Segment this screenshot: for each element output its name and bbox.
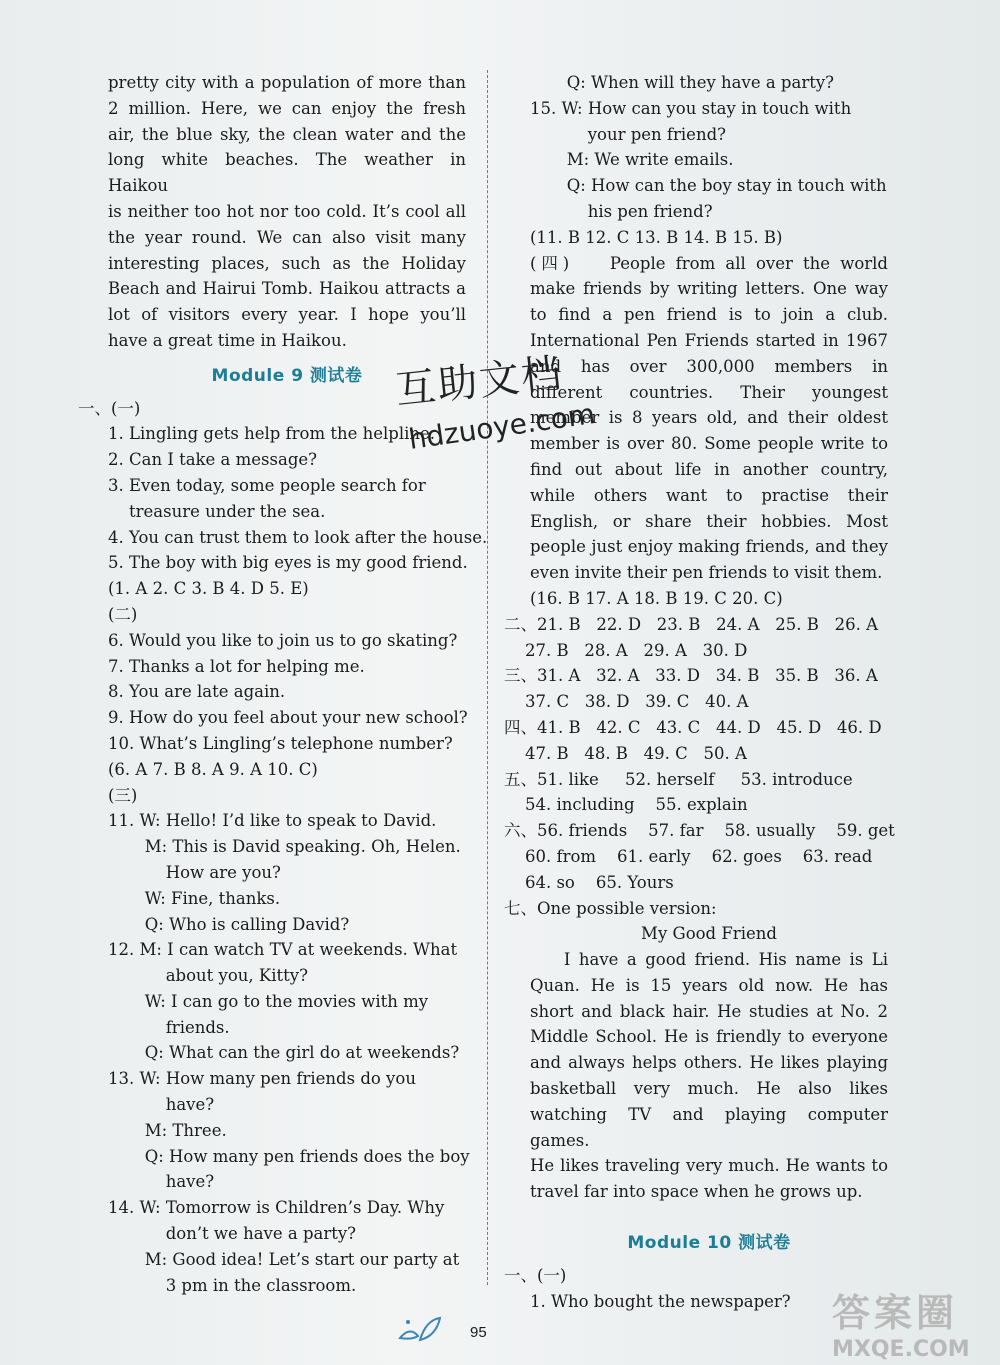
- passage-line: to find a pen friend is to join a club.: [530, 305, 888, 325]
- essay-line: travel far into space when he grows up.: [530, 1182, 863, 1202]
- dialogue-line: have?: [108, 1172, 215, 1192]
- listening-item: 10. What’s Lingling’s telephone number?: [108, 733, 453, 753]
- dialogue-line: Q: How many pen friends does the boy: [108, 1146, 470, 1166]
- essay-line: He likes traveling very much. He wants to: [530, 1156, 888, 1176]
- answers-11-15: (11. B 12. C 13. B 14. B 15. B): [530, 227, 783, 247]
- answer-line: 37. C 38. D 39. C 40. A: [504, 692, 749, 712]
- passage-line: lot of visitors every year. I hope you’ll: [108, 305, 466, 325]
- section-1-label-m10: 一、(一): [504, 1265, 567, 1285]
- passage-line: interesting places, such as the Holiday: [108, 253, 466, 273]
- corner-watermark-url: MXQE.COM: [832, 1337, 970, 1362]
- listening-item: 1. Lingling gets help from the helpline.: [108, 424, 436, 444]
- question-1-m10: 1. Who bought the newspaper?: [530, 1291, 791, 1311]
- essay-line: Middle School. He is friendly to everyone: [530, 1027, 888, 1047]
- essay-line: basketball very much. He also likes: [530, 1079, 888, 1099]
- dialogue-line: 13. W: How many pen friends do you: [108, 1069, 416, 1089]
- page-number: 95: [470, 1324, 487, 1341]
- answer-line: 三、31. A 32. A 33. D 34. B 35. B 36. A: [504, 666, 878, 686]
- passage-line: make friends by writing letters. One way: [530, 279, 888, 299]
- column-divider: [487, 70, 488, 1285]
- passage-continued: [108, 70, 472, 354]
- answer-line: 60. from 61. early 62. goes 63. read: [504, 846, 873, 866]
- right-column: [504, 70, 895, 1314]
- section-3-label: (三): [108, 785, 138, 805]
- essay-line: watching TV and playing computer games.: [530, 1104, 894, 1150]
- answer-line: 七、One possible version:: [504, 898, 717, 918]
- answer-line: 五、51. like 52. herself 53. introduce: [504, 769, 853, 789]
- essay-line: I have a good friend. His name is Li: [530, 950, 888, 970]
- dialogue-line: W: I can go to the movies with my: [108, 991, 429, 1011]
- module-10-heading: Module 10 测试卷: [627, 1233, 791, 1254]
- dialogue-line: 3 pm in the classroom.: [108, 1275, 357, 1295]
- listening-item: 9. How do you feel about your new school?: [108, 708, 468, 728]
- essay-line: short and black hair. He studies at No. 2: [530, 1001, 888, 1021]
- passage-line: Beach and Hairui Tomb. Haikou attracts a: [108, 279, 466, 299]
- listening-item: treasure under the sea.: [108, 501, 326, 521]
- answer-key: [504, 612, 895, 922]
- answers-1-5: (1. A 2. C 3. B 4. D 5. E): [108, 579, 309, 599]
- passage-line: even invite their pen friends to visit them.: [530, 563, 883, 583]
- dialogue-line: M: Three.: [108, 1120, 227, 1140]
- dialogue-line: your pen friend?: [530, 124, 726, 144]
- dialogue-line: have?: [108, 1095, 215, 1115]
- dialogue-line: Q: What can the girl do at weekends?: [108, 1043, 460, 1063]
- corner-watermark: [832, 1282, 970, 1362]
- leaf-decoration-icon: [396, 1314, 444, 1344]
- essay-line: Quan. He is 15 years old now. He has: [530, 975, 888, 995]
- dialogue-line: his pen friend?: [530, 201, 713, 221]
- passage-line: find out about life in another country,: [530, 459, 888, 479]
- section-1-label: 一、(一): [78, 398, 141, 418]
- passage-line: while others want to practise their: [530, 485, 888, 505]
- dialogue-line: friends.: [108, 1017, 230, 1037]
- passage-line: long white beaches. The weather in Haikou: [108, 150, 472, 196]
- dialogue-line: 14. W: Tomorrow is Children’s Day. Why: [108, 1198, 445, 1218]
- answer-line: 六、56. friends 57. far 58. usually 59. get: [504, 821, 895, 841]
- essay-line: and always helps others. He likes playing: [530, 1053, 888, 1073]
- passage-line: International Pen Friends started in 1967: [530, 330, 888, 350]
- module-9-heading: Module 9 测试卷: [211, 365, 363, 386]
- dialogue-line: Q: How can the boy stay in touch with: [530, 176, 887, 196]
- listening-item: 7. Thanks a lot for helping me.: [108, 656, 365, 676]
- passage-line: and has over 300,000 members in: [530, 356, 888, 376]
- dialogue-line: M: Good idea! Let’s start our party at: [108, 1249, 460, 1269]
- dialogue-continued: [530, 70, 888, 225]
- listening-part-3: [108, 808, 470, 1298]
- dialogue-line: M: We write emails.: [530, 150, 734, 170]
- passage-line: (四) People from all over the world: [530, 253, 888, 273]
- passage-line: people just enjoy making friends, and they: [530, 537, 888, 557]
- passage-line: air, the blue sky, the clean water and the: [108, 124, 466, 144]
- passage-line: different countries. Their youngest: [530, 382, 888, 402]
- answer-line: 27. B 28. A 29. A 30. D: [504, 640, 748, 660]
- passage-line: is neither too hot nor too cold. It’s cool all: [108, 201, 466, 221]
- passage-line: pretty city with a population of more than: [108, 73, 466, 92]
- passage-line: have a great time in Haikou.: [108, 330, 347, 350]
- model-essay: [530, 947, 894, 1205]
- dialogue-line: 12. M: I can watch TV at weekends. What: [108, 940, 458, 960]
- essay-title: My Good Friend: [641, 924, 777, 944]
- dialogue-line: don’t we have a party?: [108, 1224, 357, 1244]
- passage-line: member is 8 years old, and their oldest: [530, 408, 888, 428]
- dialogue-line: M: This is David speaking. Oh, Helen.: [108, 837, 461, 857]
- answers-6-10: (6. A 7. B 8. A 9. A 10. C): [108, 759, 318, 779]
- answers-16-20: (16. B 17. A 18. B 19. C 20. C): [530, 588, 783, 608]
- answer-line: 四、41. B 42. C 43. C 44. D 45. D 46. D: [504, 717, 882, 737]
- answer-line: 二、21. B 22. D 23. B 24. A 25. B 26. A: [504, 614, 879, 634]
- dialogue-line: W: Fine, thanks.: [108, 888, 281, 908]
- listening-item: 2. Can I take a message?: [108, 450, 317, 470]
- watermark-cn: 互助文档: [393, 350, 566, 414]
- answer-line: 64. so 65. Yours: [504, 872, 674, 892]
- dialogue-line: Q: Who is calling David?: [108, 914, 350, 934]
- listening-item: 4. You can trust them to look after the house.: [108, 527, 488, 547]
- dialogue-line: Q: When will they have a party?: [530, 73, 835, 92]
- passage-line: 2 million. Here, we can enjoy the fresh: [108, 98, 466, 118]
- passage-line: English, or share their hobbies. Most: [530, 511, 888, 531]
- section-2-label: (二): [108, 604, 138, 624]
- watermark-url: hdzuoye.com: [406, 397, 597, 456]
- passage-line: member is over 80. Some people write to: [530, 434, 888, 454]
- dialogue-line: 15. W: How can you stay in touch with: [530, 98, 852, 118]
- corner-watermark-cn: 答案圈: [832, 1291, 959, 1335]
- dialogue-line: 11. W: Hello! I’d like to speak to David.: [108, 811, 437, 831]
- passage-line: the year round. We can also visit many: [108, 227, 466, 247]
- answer-line: 47. B 48. B 49. C 50. A: [504, 743, 747, 763]
- listening-item: 8. You are late again.: [108, 682, 286, 702]
- listening-item: 3. Even today, some people search for: [108, 475, 426, 495]
- dialogue-line: about you, Kitty?: [108, 966, 308, 986]
- listening-item: 6. Would you like to join us to go skating?: [108, 630, 458, 650]
- answer-line: 54. including 55. explain: [504, 795, 748, 815]
- dialogue-line: How are you?: [108, 862, 281, 882]
- listening-part-2: [108, 628, 466, 757]
- listening-item: 5. The boy with big eyes is my good friend.: [108, 553, 468, 573]
